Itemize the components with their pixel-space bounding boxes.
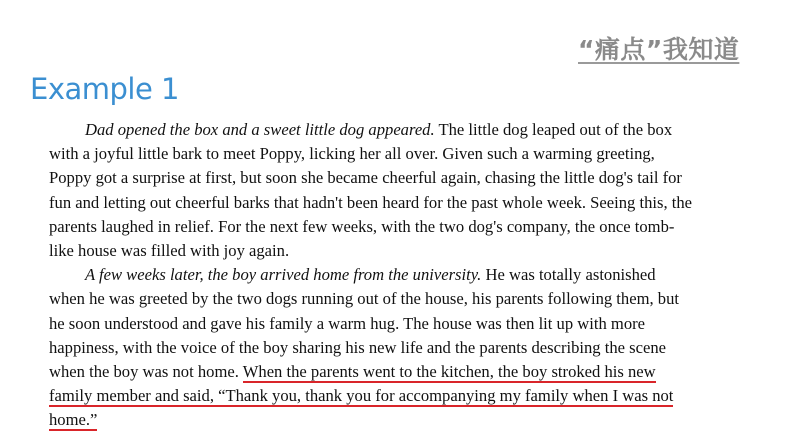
paragraph-1-line-5: parents laughed in relief. For the next few weeks, with the two dog's company, the once tomb- bbox=[49, 216, 675, 236]
example-heading: Example 1 bbox=[30, 72, 179, 106]
paragraph-2-line-5-plain: when the boy was not home. bbox=[49, 361, 243, 381]
underlined-sentence-part-2: family member and said, “Thank you, thank you for accompanying my family when I was not bbox=[49, 386, 674, 406]
corner-title: “痛点”我知道 bbox=[578, 35, 740, 64]
paragraph-1-line-1 bbox=[49, 118, 761, 142]
paragraph-2-lead-italic: A few weeks later, the boy arrived home from the university. bbox=[85, 265, 482, 285]
paragraph-2-line-4: happiness, with the voice of the boy sharing his new life and the parents describing the scene bbox=[49, 337, 667, 357]
paragraph-2-line-2: when he was greeted by the two dogs running out of the house, his parents following them, but bbox=[49, 289, 679, 309]
paragraph-2-line-7 bbox=[49, 408, 761, 432]
paragraph-1-line-1-rest: The little dog leaped out of the box bbox=[434, 120, 673, 139]
paragraph-1-line-3: Poppy got a surprise at first, but soon she became cheerful again, chasing the little dog's tail for bbox=[49, 168, 682, 188]
paragraph-1-line-6: like house was filled with joy again. bbox=[49, 240, 290, 260]
paragraph-2-line-5 bbox=[49, 360, 761, 384]
paragraph-2-line-6 bbox=[49, 384, 761, 408]
paragraph-2-line-3: he soon understood and gave his family a warm hug. The house was then lit up with more bbox=[49, 313, 646, 333]
underlined-sentence-part-1: When the parents went to the kitchen, the boy stroked his new bbox=[242, 361, 656, 381]
paragraph-1-line-2: with a joyful little bark to meet Poppy, licking her all over. Given such a warming greeting, bbox=[49, 144, 655, 164]
underlined-sentence-part-3: home.” bbox=[49, 410, 98, 430]
paragraph-2-line-1-rest: He was totally astonished bbox=[481, 265, 656, 285]
paragraph-1-line-4: fun and letting out cheerful barks that hadn't been heard for the past whole week. Seeing this, the bbox=[49, 192, 693, 212]
story-passage bbox=[49, 118, 761, 432]
paragraph-2-line-1 bbox=[49, 263, 761, 287]
paragraph-1-lead-italic: Dad opened the box and a sweet little dog appeared. bbox=[85, 120, 435, 139]
